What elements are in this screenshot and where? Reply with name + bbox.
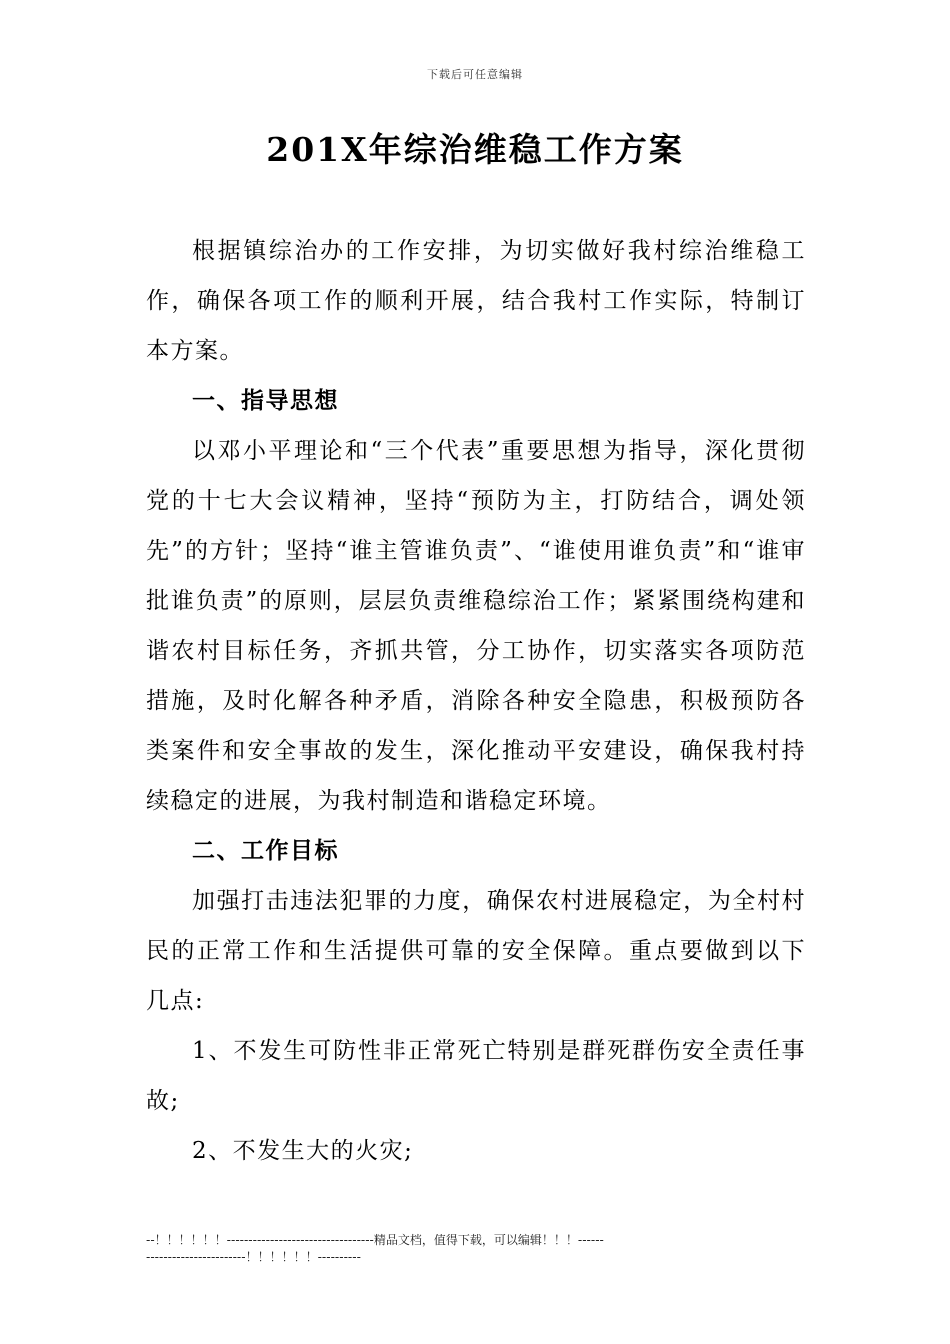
- guiding-ideology-paragraph: 以邓小平理论和“三个代表”重要思想为指导，深化贯彻党的十七大会议精神，坚持“预防为主，打防结合，调处领先”的方针；坚持“谁主管谁负责”、“谁使用谁负责”和“谁审批谁负责”的原则，层层负责维稳综治工作；紧紧围绕构建和谐农村目标任务，齐抓共管，分工协作，切实落实各项防范措施，及时化解各种矛盾，消除各种安全隐患，积极预防各类案件和安全事故的发生，深化推动平安建设，确保我村持续稳定的进展，为我村制造和谐稳定环境。: [146, 438, 806, 814]
- goal-item-1: 1、不发生可防性非正常死亡特别是群死群伤安全责任事故;: [146, 1038, 806, 1114]
- document-body: [146, 226, 806, 1176]
- section-heading-work-goals: 二、工作目标: [192, 837, 339, 864]
- section-heading-guiding-ideology: 一、指导思想: [192, 387, 339, 414]
- goal-item-2: 2、不发生大的火灾;: [192, 1138, 414, 1164]
- intro-paragraph: 根据镇综治办的工作安排，为切实做好我村综治维稳工作，确保各项工作的顺利开展，结合我村工作实际，特制订本方案。: [146, 238, 806, 364]
- footer-note: --！！！！！！----------------------------------精品文档，值得下载，可以编辑！！！-----------------------------！！！！！！----------: [146, 1233, 604, 1264]
- work-goals-paragraph: 加强打击违法犯罪的力度，确保农村进展稳定，为全村村民的正常工作和生活提供可靠的安全保障。重点要做到以下几点:: [146, 888, 806, 1014]
- header-note: 下载后可任意编辑: [427, 68, 523, 81]
- document-title: 201X年综治维稳工作方案: [266, 130, 684, 169]
